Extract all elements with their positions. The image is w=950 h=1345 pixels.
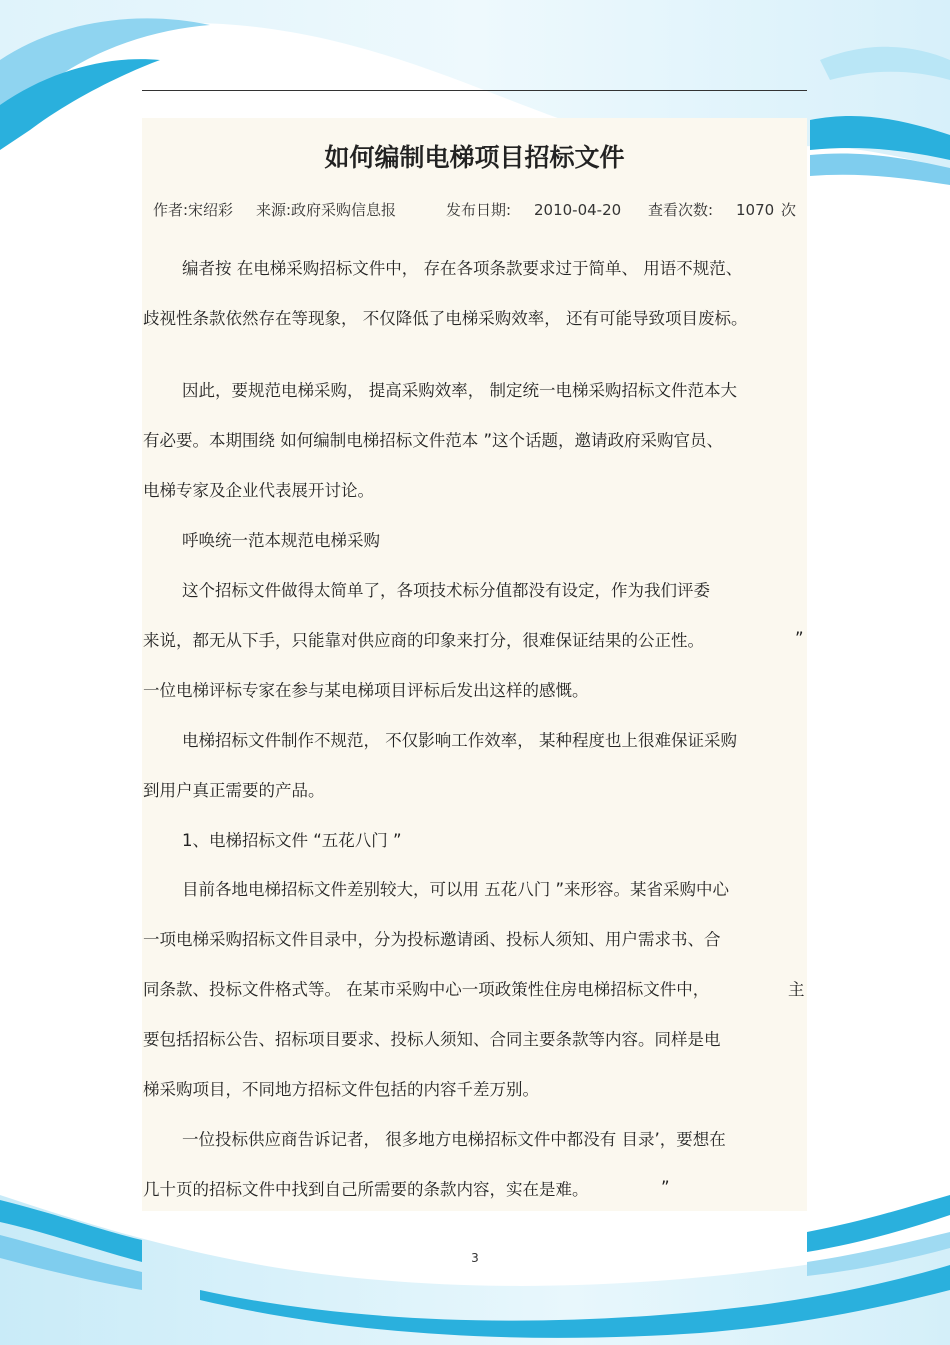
meta-date: 2010-04-20 [534, 201, 622, 219]
bottom-wave [0, 1195, 950, 1345]
meta-views-label: 查看次数: [648, 201, 714, 219]
body-line: 一位投标供应商告诉记者， 很多地方电梯招标文件中都没有 目录’，要想在 [182, 1130, 726, 1149]
body-line: 编者按 在电梯采购招标文件中， 存在各项条款要求过于简单、 用语不规范、 [182, 259, 743, 278]
body-line: 歧视性条款依然存在等现象， 不仅降低了电梯采购效率， 还有可能导致项目废标。 [143, 309, 748, 328]
meta-source: 来源:政府采购信息报 [256, 201, 397, 219]
body-line-fragment: 主 [788, 980, 805, 999]
header-rule [142, 90, 807, 91]
meta-views: 1070 [736, 201, 775, 219]
body-line: 这个招标文件做得太简单了，各项技术标分值都没有设定，作为我们评委 [182, 581, 710, 600]
body-line: 同条款、投标文件格式等。 在某市采购中心一项政策性住房电梯招标文件中， [143, 980, 710, 999]
subsection-heading: 1、电梯招标文件 “五花八门 ” [182, 831, 402, 850]
body-line: 一项电梯采购招标文件目录中，分为投标邀请函、投标人须知、用户需求书、合 [143, 930, 721, 949]
body-line: 要包括招标公告、招标项目要求、投标人须知、合同主要条款等内容。同样是电 [143, 1030, 721, 1049]
closing-quote-mark: ” [661, 1178, 670, 1197]
body-line: 目前各地电梯招标文件差别较大，可以用 五花八门 ”来形容。某省采购中心 [182, 880, 730, 899]
body-line: 几十页的招标文件中找到自己所需要的条款内容，实在是难。 [143, 1180, 589, 1199]
body-line: 有必要。本期围绕 如何编制电梯招标文件范本 ”这个话题，邀请政府采购官员、 [143, 431, 724, 450]
meta-date-label: 发布日期: [446, 201, 512, 219]
body-line: 电梯专家及企业代表展开讨论。 [143, 481, 374, 500]
body-line: 到用户真正需要的产品。 [143, 781, 325, 800]
meta-author: 作者:宋绍彩 [153, 201, 234, 219]
closing-quote-mark: ” [795, 629, 804, 648]
article-title: 如何编制电梯项目招标文件 [324, 143, 625, 172]
body-line: 因此，要规范电梯采购， 提高采购效率， 制定统一电梯采购招标文件范本大 [182, 381, 737, 400]
body-line: 电梯招标文件制作不规范， 不仅影响工作效率， 某种程度也上很难保证采购 [182, 731, 737, 750]
body-line: 来说，都无从下手，只能靠对供应商的印象来打分，很难保证结果的公正性。 [143, 631, 704, 650]
meta-views-unit: 次 [781, 201, 797, 219]
body-line: 一位电梯评标专家在参与某电梯项目评标后发出这样的感慨。 [143, 681, 589, 700]
body-line: 梯采购项目，不同地方招标文件包括的内容千差万别。 [143, 1080, 539, 1099]
page-number: 3 [471, 1251, 479, 1265]
section-heading: 呼唤统一范本规范电梯采购 [182, 531, 380, 550]
